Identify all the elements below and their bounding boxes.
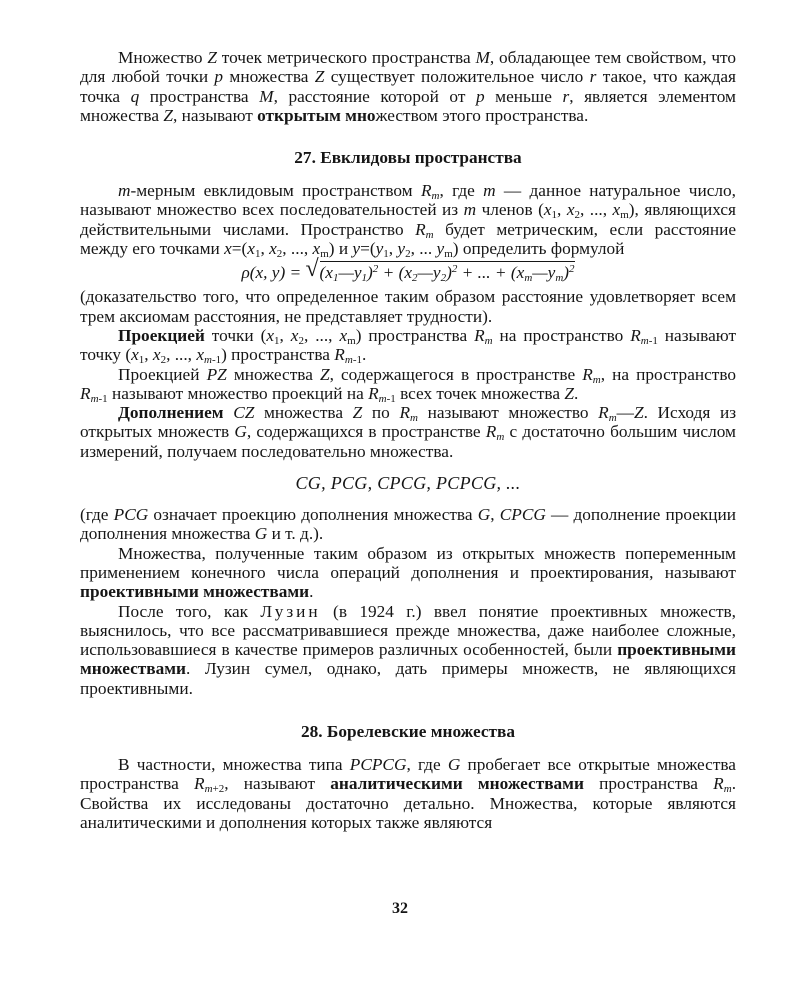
paragraph-euclidean-space: m-мерным евклидовым пространством $R_m$, где m — данное натуральное число, называют множество всех последовательностей из m членов ($x_1$, $x_2$, ..., $x_m$), являющихся действительными числами. Пространство $R_m$ будет метрическим, если расстояние между его точками $x=(x_1$, $x_2$, ..., $x_m$) и $y=(y_1$, $y_2$, ... $y_m$) определить формулой bbox=[80, 181, 737, 261]
paragraph-projective-sets: Множества, полученные таким образом из открытых множеств попеременным применением конечного числа операций дополнения и проектирования, называют проективными множествами. bbox=[80, 543, 736, 602]
section-heading-27: 27. Евклидовы пространства bbox=[294, 148, 522, 168]
paragraph-open-set-definition: Множество Z точек метрического пространства M, обладающее тем свойством, что для любой точки p множества Z существует положительное число r такое, что каждая точка q пространства M, расстояние которой от p меньше r, является элементом множества Z, называют открытым множеством этого пространства. bbox=[80, 48, 736, 125]
set-sequence: CG, PCG, CPCG, PCPCG, ... bbox=[295, 473, 521, 494]
paragraph-analytic-sets: В частности, множества типа PCPCG, где G пробегает все открытые множества пространства $R_{m+2}$, называют аналитическими множествами пространства $R_m$. Свойства их исследованы достаточно детально. Множества, которые являются аналитическими и дополнения которых также являются bbox=[80, 755, 737, 832]
section-heading-28: 28. Борелевские множества bbox=[300, 722, 515, 742]
book-page bbox=[80, 48, 736, 832]
paragraph-point-projection: Проекцией точки ($x_1$, $x_2$, ..., $x_m$) пространства $R_m$ на пространство $R_{m-1}$ называют точку ($x_1$, $x_2$, ..., $x_{m-1}$) пространства $R_{m-1}$. bbox=[80, 325, 737, 367]
distance-formula: ρ(x, y) = √ $(x_1—y_1)^2$ + $(x_2—y_2)^2$ + ... + $(x_m—y_m)^2$ bbox=[241, 256, 575, 285]
paragraph-luzin: После того, как Лузин (в 1924 г.) ввел понятие проективных множеств, выяснилось, что все рассматривавшиеся прежде множества, даже наиболее сложные, использовавшиеся в качестве примеров различных особенностей, были проективными множествами. Лузин сумел, однако, дать примеры множеств, не являющихся проективными. bbox=[80, 601, 736, 698]
paragraph-set-projection: Проекцией PZ множества Z, содержащегося в пространстве $R_m$, на пространство $R_{m-1}$ называют множество проекций на $R_{m-1}$ всех точек множества Z. bbox=[80, 364, 737, 405]
page-number: 32 bbox=[392, 900, 408, 917]
paragraph-proof-remark: (доказательство того, что определенное таким образом расстояние удовлетворяет всем трем аксиомам расстояния, не представляет трудности). bbox=[80, 287, 736, 326]
paragraph-complement: Дополнением CZ множества Z по $R_m$ называют множество $R_m—Z$. Исходя из открытых множеств G, содержащихся в пространстве $R_m$ с достаточно большим числом измерений, получаем последовательно множества. bbox=[80, 403, 737, 461]
paragraph-sequence-explanation: (где PCG означает проекцию дополнения множества G, CPCG — дополнение проекции дополнения множества G и т. д.). bbox=[80, 505, 737, 544]
